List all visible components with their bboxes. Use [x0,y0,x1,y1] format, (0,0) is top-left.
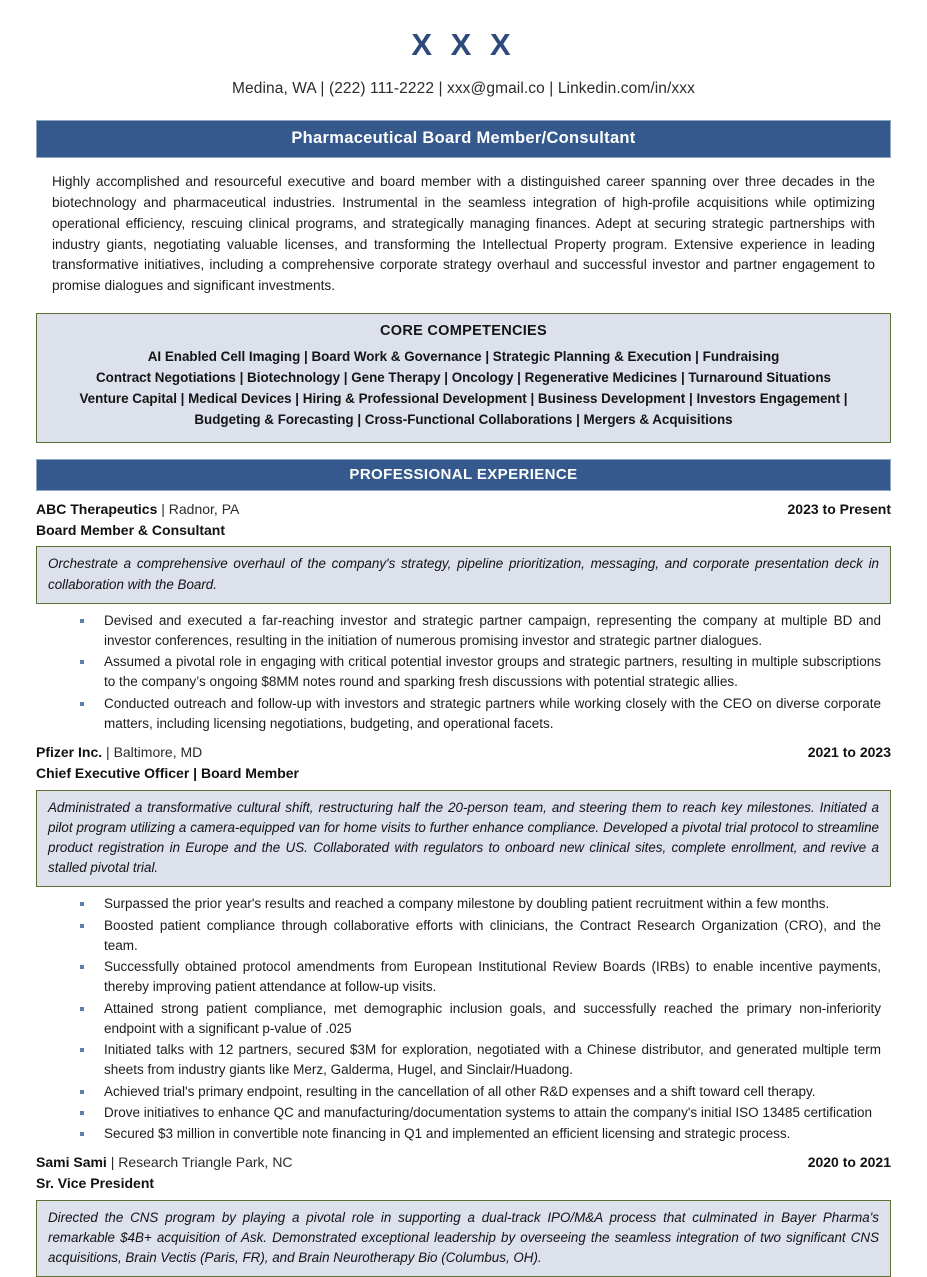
professional-experience-banner: PROFESSIONAL EXPERIENCE [36,459,891,491]
company-location: Baltimore, MD [113,744,203,761]
job-bullet: Successfully obtained protocol amendments from European Institutional Review Boards (IRBs) to enable incentive payments, thereby improving patient attendance at follow-up visits. [78,957,881,998]
company-separator: | [102,744,114,761]
job-bullet: Secured $3 million in convertible note financing in Q1 and implemented an efficient licensing and strategic process. [78,1124,881,1144]
job-bullet-list [36,611,891,735]
job-description-box: Orchestrate a comprehensive overhaul of the company's strategy, pipeline prioritization, messaging, and corporate presentation deck in collaboration with the Board. [36,546,891,603]
company-separator: | [106,1154,119,1171]
core-competencies-row: Contract Negotiations | Biotechnology | Gene Therapy | Oncology | Regenerative Medicines | Turnaround Situations [96,369,831,385]
job-description-box: Administrated a transformative cultural shift, restructuring half the 20-person team, and steering them to reach key milestones. Initiated a pilot program utilizing a camera-equipped van for home visits to further enhance compliance. Developed a pivotal trial protocol to streamline product registration in Europe and the US. Collaborated with regulators to onboard new clinical sites, complete enrollment, and revive a stalled pivotal trial. [36,790,891,887]
experience-entry [36,1153,891,1277]
employment-dates: 2023 to Present [787,500,891,517]
job-bullet: Devised and executed a far-reaching investor and strategic partner campaign, representing the company at multiple BD and investor conferences, resulting in the initiation of numerous promising investor and strategic partner dialogues. [78,611,881,652]
core-competencies-row: Budgeting & Forecasting | Cross-Functional Collaborations | Mergers & Acquisitions [194,411,733,427]
job-bullet: Assumed a pivotal role in engaging with critical potential investor groups and strategic partners, resulting in multiple subscriptions to the company’s ongoing $8MM notes round and sparking fresh discussions with potential strategic allies. [78,652,881,693]
employment-dates: 2021 to 2023 [807,744,891,761]
job-role-title: Sr. Vice President [36,1175,155,1192]
company-line [36,1153,293,1173]
company-name: Pfizer Inc. [36,744,103,761]
experience-entry [36,743,891,1144]
job-role-title: Board Member & Consultant [36,521,226,538]
experience-entry [36,500,891,734]
core-competencies-row: AI Enabled Cell Imaging | Board Work & Governance | Strategic Planning & Execution | Fundraising [147,349,780,365]
job-bullet: Conducted outreach and follow-up with investors and strategic partners while working closely with the CEO on diverse corporate matters, including licensing negotiations, budgeting, and operational facets. [78,694,881,735]
job-bullet-list [36,894,891,1144]
candidate-name: X X X [411,27,516,62]
job-bullet: Initiated talks with 12 partners, secured $3M for exploration, negotiated with a Chinese distributor, and generated multiple term sheets from industry giants like Merz, Galderma, Hugel, and Sinclair/Huadong. [78,1040,881,1081]
job-bullet: Surpassed the prior year's results and reached a company milestone by doubling patient recruitment within a few months. [78,894,881,914]
company-name: ABC Therapeutics [36,500,158,517]
core-competencies-box [36,313,891,443]
job-bullet: Boosted patient compliance through collaborative efforts with clinicians, the Contract Research Organization (CRO), and the team. [78,916,881,957]
company-separator: | [157,500,169,517]
professional-summary: Highly accomplished and resourceful executive and board member with a distinguished career spanning over three decades in the biotechnology and pharmaceutical industries. Instrumental in the seamless integration of high-profile acquisitions while optimizing operational efficiency, rescuing clinical programs, and strategically managing finances. Adept at securing strategic partnerships with industry giants, negotiating valuable licenses, and transforming the Intellectual Property program. Extensive experience in leading transformative initiatives, including a comprehensive corporate strategy overhaul and successful investor and partner engagement to promise dialogues and significant investments. [52,174,875,294]
employment-dates: 2020 to 2021 [807,1154,891,1171]
company-location: Radnor, PA [168,500,240,517]
job-bullet: Drove initiatives to enhance QC and manufacturing/documentation systems to attain the company's initial ISO 13485 certification [78,1103,881,1123]
company-location: Research Triangle Park, NC [118,1154,293,1171]
experience-entry-header [36,500,891,520]
headline-banner: Pharmaceutical Board Member/Consultant [36,120,891,158]
company-line [36,743,202,763]
job-bullet: Achieved trial's primary endpoint, resulting in the cancellation of all other R&D expenses and a shift toward cell therapy. [78,1082,881,1102]
experience-entry-header [36,743,891,763]
core-competencies-title: CORE COMPETENCIES [379,323,548,340]
job-role-title: Chief Executive Officer | Board Member [36,765,299,782]
job-bullet: Attained strong patient compliance, met demographic inclusion goals, and successfully reached the primary non-inferiority endpoint with a significant p-value of .025 [78,999,881,1040]
core-competencies-row: Venture Capital | Medical Devices | Hiring & Professional Development | Business Development | Investors Engagement | [79,390,848,406]
job-description-box: Directed the CNS program by playing a pivotal role in supporting a dual-track IPO/M&A process that culminated in Bayer Pharma's remarkable $4B+ acquisition of Ask. Demonstrated exceptional leadership by overseeing the seamless integration of two significant CNS acquisitions, Brain Vectis (Paris, FR), and Brain Neurotherapy Bio (Columbus, OH). [36,1200,891,1277]
company-name: Sami Sami [36,1154,107,1171]
contact-info-line: Medina, WA | (222) 111-2222 | xxx@gmail.co | Linkedin.com/in/xxx [232,80,695,98]
company-line [36,500,239,520]
experience-entry-header [36,1153,891,1173]
